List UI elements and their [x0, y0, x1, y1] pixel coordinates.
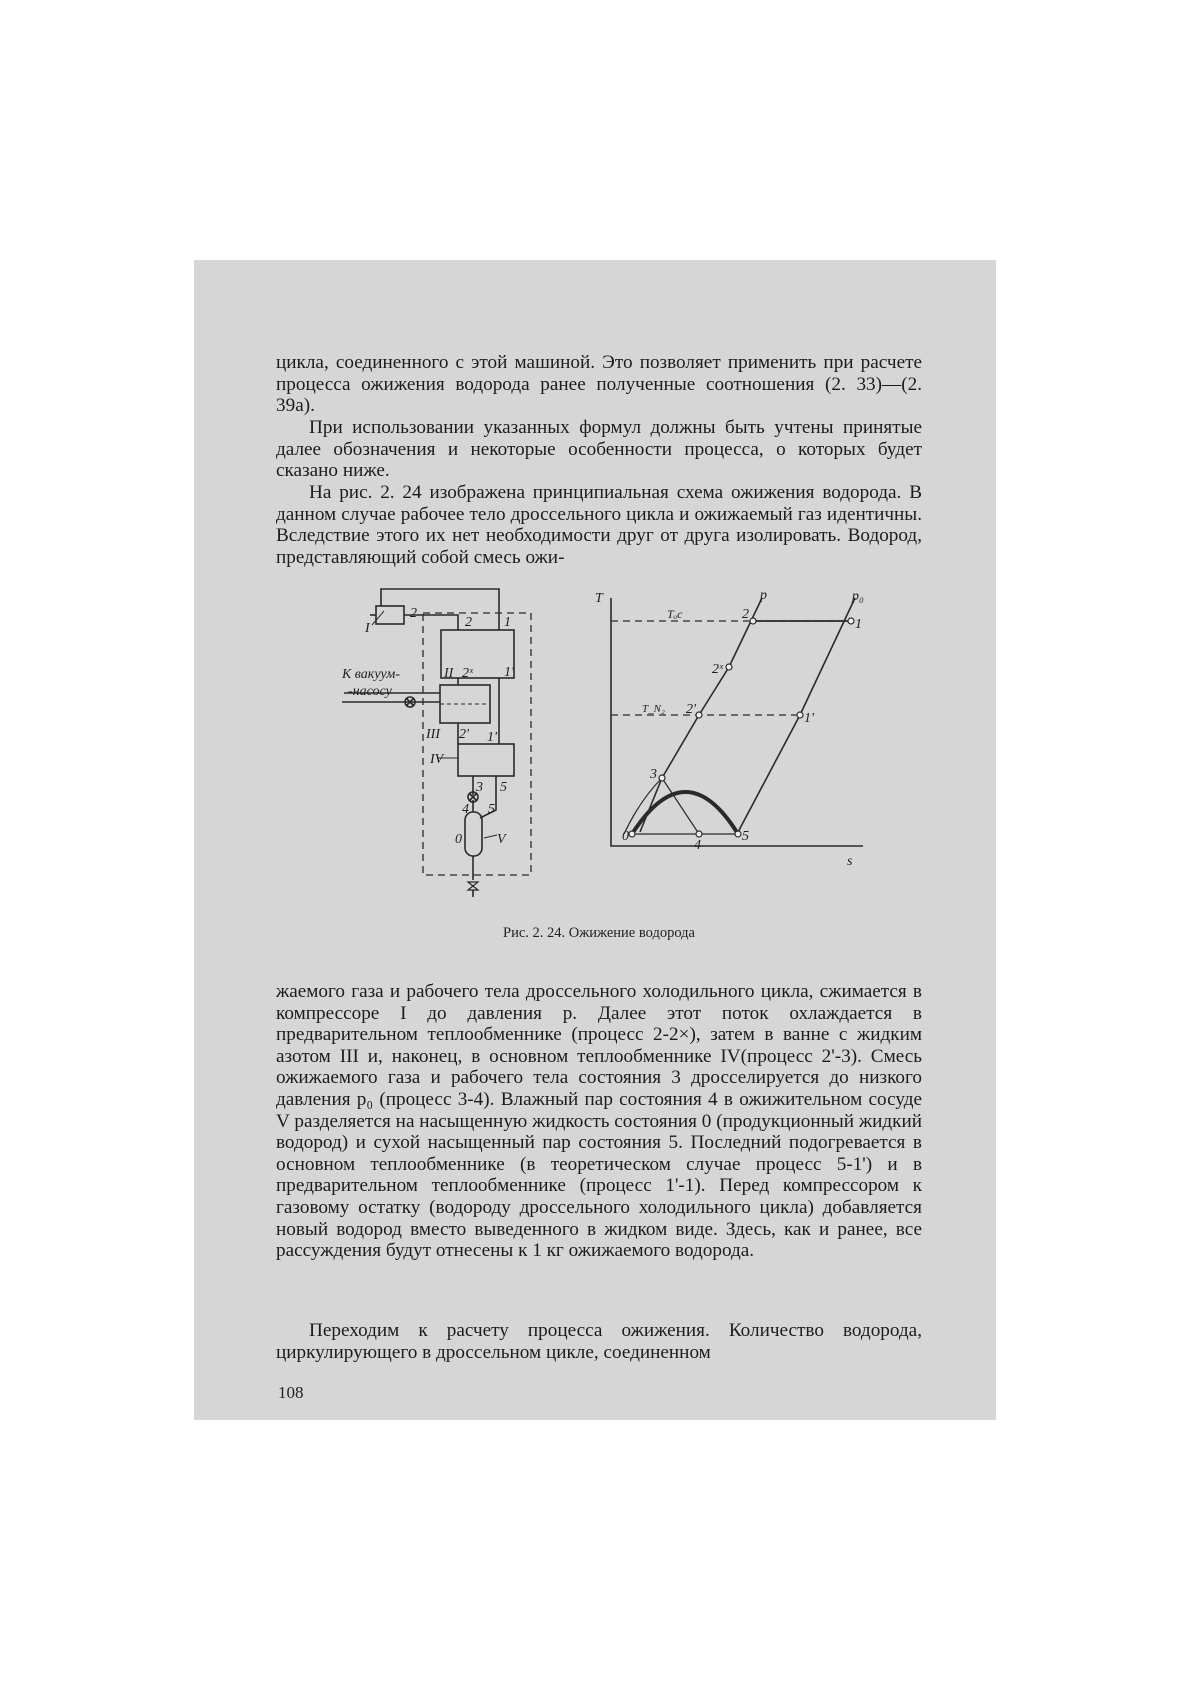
ts-T-oc: Tₒc: [667, 607, 683, 621]
label-5: 5: [488, 802, 495, 817]
ts-iso-p0: p₀: [852, 589, 864, 604]
label-I: I: [365, 621, 370, 636]
drain-valve: [468, 882, 478, 890]
label-1p: 1': [504, 665, 514, 680]
paragraph-2: При использовании указанных формул должны быть учтены принятые далее обозначения и некоторые особенности процесса, о которых будет сказано ниже.: [276, 417, 922, 482]
ts-pt-3: 3: [650, 767, 657, 782]
ts-pt-5: 5: [742, 829, 749, 844]
label-vac-2: -насосу: [348, 684, 392, 699]
throttling-3-4: [662, 778, 699, 834]
paragraph-3: На рис. 2. 24 изображена принципиальная схема ожижения водорода. В данном случае рабочее тело дроссельного цикла и ожижаемый газ идентичны. Вследствие этого их нет необходимости друг от друга изолировать. Водород, представляющий собой смесь ожи-: [276, 482, 922, 568]
label-2-comp: 2: [410, 606, 417, 621]
label-2-top: 2: [465, 615, 472, 630]
liquefaction-scheme: [342, 589, 531, 897]
label-1p-mid: 1': [487, 730, 497, 745]
label-II: II: [444, 666, 454, 681]
label-vac-1: К вакуум-: [342, 667, 401, 682]
ts-pt-2x: 2ˣ: [712, 662, 723, 677]
ts-pt-1p: 1': [804, 711, 814, 726]
ts-diagram: [611, 598, 863, 846]
label-0: 0: [455, 832, 462, 847]
heat-exchanger-IV: [458, 744, 514, 776]
ts-iso-p: p: [760, 588, 767, 603]
ts-axis-s: s: [847, 854, 853, 869]
ts-pt-1: 1: [855, 617, 862, 632]
ts-pt-0: 0: [622, 829, 629, 844]
label-3: 3: [476, 780, 483, 795]
label-2p-mid: 2': [459, 727, 469, 742]
ts-points: [629, 618, 854, 837]
vessel-V: [465, 812, 482, 856]
ts-pt-2p: 2': [686, 702, 696, 717]
figure-caption: Рис. 2. 24. Ожижение водорода: [503, 925, 695, 941]
label-IV: IV: [430, 752, 444, 767]
label-2x: 2ˣ: [462, 666, 473, 681]
ts-axis-T: T: [595, 591, 603, 606]
paragraph-5: Переходим к расчету процесса ожижения. Количество водорода, циркулирующего в дроссельном цикле, соединенном: [276, 1320, 922, 1363]
paragraph-4: жаемого газа и рабочего тела дроссельного холодильного цикла, сжимается в компрессоре I до давления p. Далее этот поток охлаждается в предварительном теплообменнике (процесс 2-2×), затем в ванне с жидким азотом III и, наконец, в основном теплообменнике IV(процесс 2'-3). Смесь ожижаемого газа и рабочего тела состояния 3 дросселируется до низкого давления p₀ (процесс 3-4). Влажный пар состояния 4 в ожижительном сосуде V разделяется на насыщенную жидкость состояния 0 (продукционный жидкий водород) и сухой насыщенный пар состояния 5. Последний подогревается в основном теплообменнике (в теоретическом случае процесс 5-1') и в предварительном теплообменнике (процесс 1'-1). Перед компрессором к газовому остатку (водороду дроссельного холодильного цикла) добавляется новый водород вместо выведенного в жидком виде. Здесь, как и ранее, все рассуждения будут отнесены к 1 кг ожижаемого водорода.: [276, 981, 922, 1262]
scheme-labels: [341, 606, 515, 847]
page-number: 108: [278, 1383, 304, 1402]
label-1-top: 1: [504, 615, 511, 630]
ts-pt-4: 4: [694, 838, 701, 853]
label-5-top: 5: [500, 780, 507, 795]
label-V: V: [497, 832, 506, 847]
label-4: 4: [462, 802, 469, 817]
paragraph-1: цикла, соединенного с этой машиной. Это позволяет применить при расчете процесса ожижения водорода ранее полученные соотношения (2. 33)—(2. 39а).: [276, 352, 922, 417]
label-III: III: [426, 727, 440, 742]
ts-T-N2: T_N₂: [642, 703, 665, 715]
ts-pt-2: 2: [742, 607, 749, 622]
isobar-p0: [737, 598, 855, 834]
